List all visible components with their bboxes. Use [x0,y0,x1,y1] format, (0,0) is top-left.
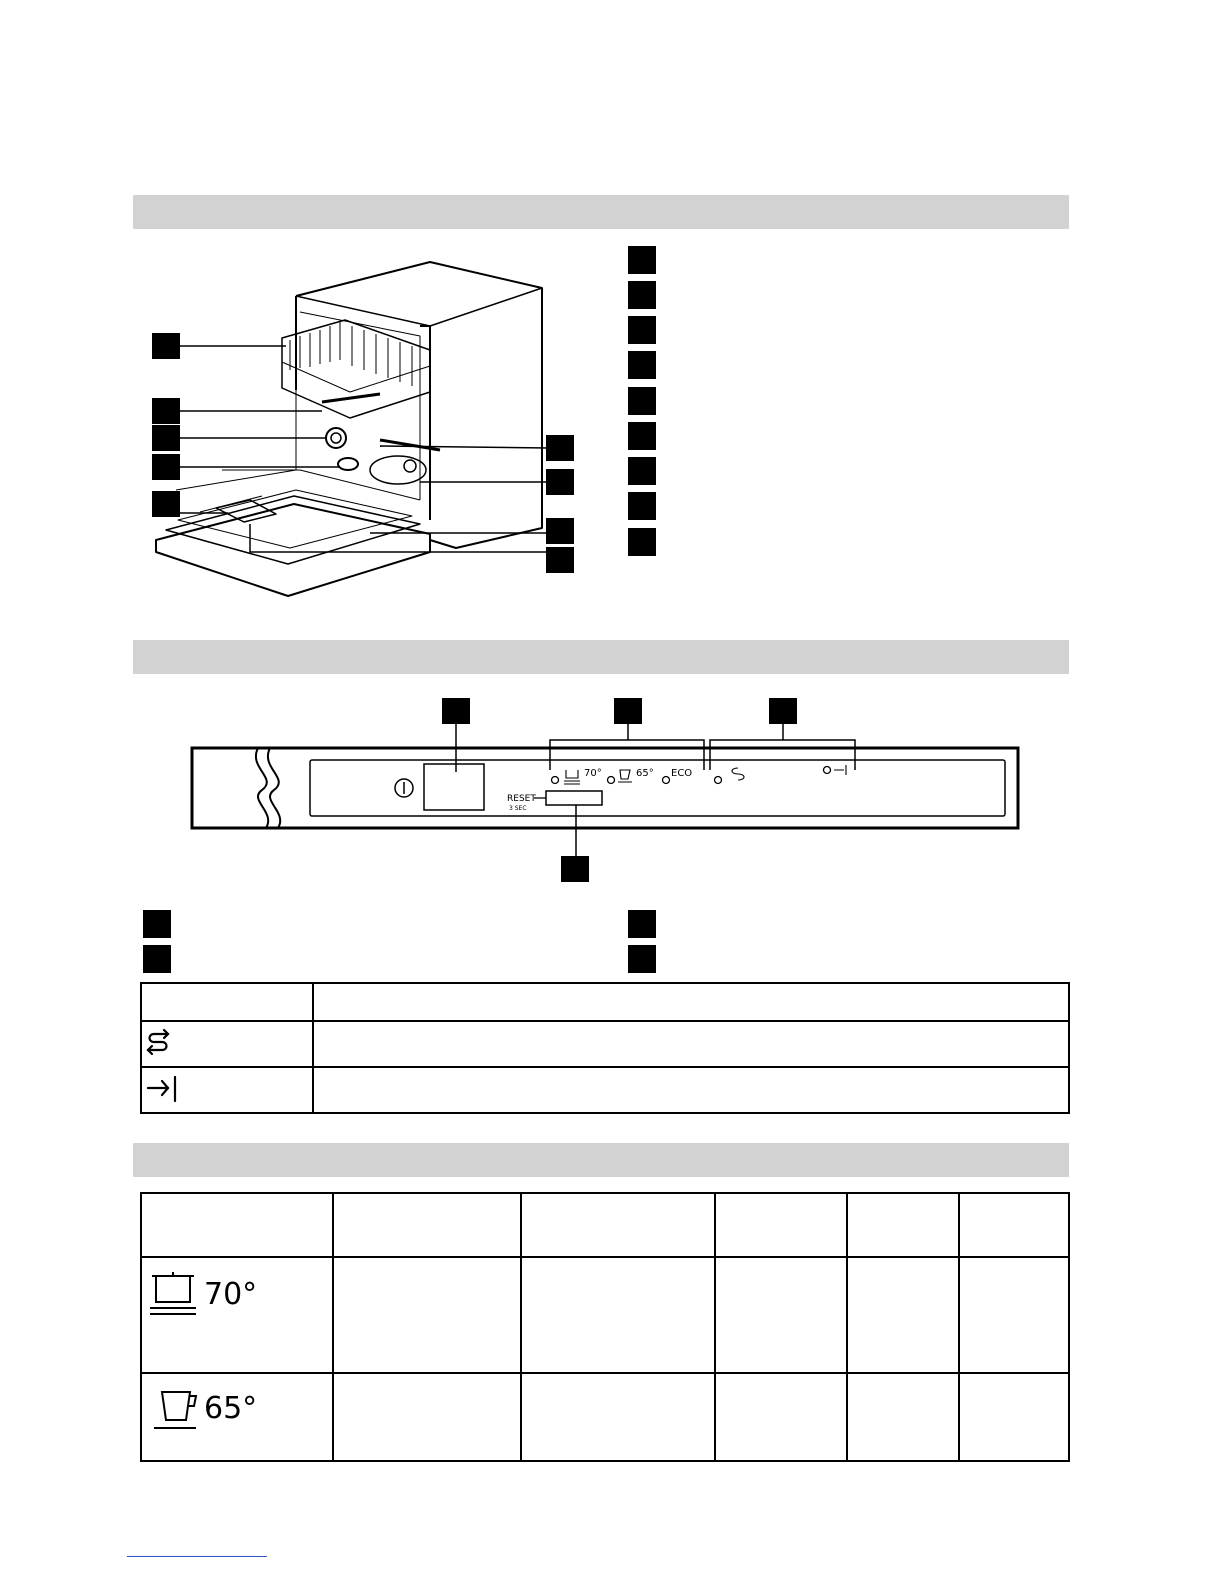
program-temp: 65° [204,1390,258,1426]
table-row [141,1257,1069,1373]
panel-label-eco: ECO [671,768,693,779]
table-row [141,1067,1069,1113]
footer-link-underline[interactable] [127,1556,267,1557]
table-cell [521,1373,715,1461]
table-cell [715,1257,847,1373]
table-header-row [141,1193,1069,1257]
table-row [141,1021,1069,1067]
table-cell [959,1373,1069,1461]
panel-label-reset: RESET [507,794,536,804]
delay-start-icon [142,1068,182,1108]
table-cell [313,1021,1069,1067]
section-header-band-3 [133,1143,1069,1177]
table-cell [333,1257,521,1373]
table-cell [847,1257,959,1373]
program-temp: 70° [204,1276,258,1312]
panel-legend-marker-2 [143,945,171,973]
table-cell [313,983,1069,1021]
table-cell [141,1373,333,1461]
table-cell [959,1257,1069,1373]
cup-saucer-icon [146,1380,202,1436]
panel-legend-marker-4 [628,945,656,973]
panel-legend-marker-3 [628,910,656,938]
table-header-cell [141,1193,333,1257]
table-cell [313,1067,1069,1113]
panel-label-reset-hint: 3 SEC [509,805,527,812]
panel-legend-marker-1 [143,910,171,938]
pot-plates-icon [146,1266,202,1322]
table-header-cell [959,1193,1069,1257]
table-cell [333,1373,521,1461]
rinse-hold-icon [142,1022,182,1062]
program-table [140,1192,1070,1462]
table-cell [847,1373,959,1461]
table-cell [141,1067,313,1113]
table-cell [141,1021,313,1067]
panel-label-intensive-temp: 70° [584,768,602,779]
table-header-cell [521,1193,715,1257]
panel-label-normal-temp: 65° [636,768,654,779]
table-row [141,1373,1069,1461]
table-header-cell [715,1193,847,1257]
table-header-cell [333,1193,521,1257]
table-header-cell [847,1193,959,1257]
table-cell [715,1373,847,1461]
table-row [141,983,1069,1021]
table-cell [141,983,313,1021]
table-cell [141,1257,333,1373]
indicator-legend-table [140,982,1070,1114]
table-cell [521,1257,715,1373]
